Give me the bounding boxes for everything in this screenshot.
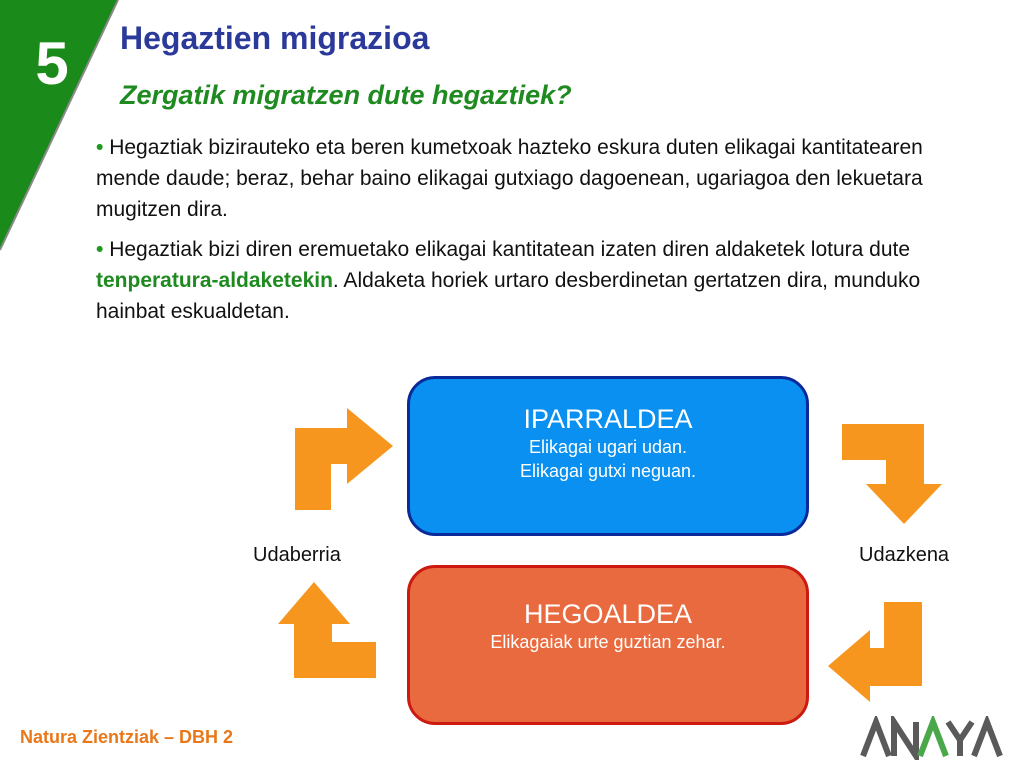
anaya-logo (860, 716, 1005, 760)
paragraph-temperature-changes (96, 234, 976, 327)
arrow-right-down-icon (838, 422, 946, 526)
season-label-spring: Udaberria (253, 544, 341, 566)
footer-course-label: Natura Zientziak – DBH 2 (20, 727, 234, 747)
north-region-line-1: Elikagai ugari udan. (528, 437, 688, 457)
north-region-title: IPARRALDEA (523, 404, 693, 434)
arrow-left-up-icon (276, 580, 378, 680)
bullet-marker: • (96, 136, 104, 159)
chapter-number: 5 (35, 30, 69, 97)
south-region-line-1: Elikagaiak urte guztian zehar. (490, 632, 726, 652)
south-region-title: HEGOALDEA (523, 599, 693, 629)
north-region-line-2: Elikagai gutxi neguan. (519, 461, 697, 481)
south-region-box (407, 565, 809, 725)
paragraph-text-before: Hegaztiak bizi diren eremuetako elikagai kantitatean izaten diren aldaketek lotura dute (103, 238, 911, 261)
paragraph-text: Hegaztiak bizirauteko eta beren kumetxoak hazteko eskura duten elikagai kantitatearen mende daude; beraz, behar baino elikagai gutxiago dagoenean, ugariagoa den lekuetara mugitzen dira. (96, 136, 923, 221)
season-label-autumn: Udazkena (859, 544, 950, 566)
page-title: Hegaztien migrazioa (120, 20, 430, 56)
bullet-marker: • (96, 238, 104, 261)
arrow-up-right-icon (290, 406, 395, 510)
highlighted-term: tenperatura-aldaketekin (96, 269, 333, 292)
arrow-down-left-icon (826, 600, 930, 704)
paragraph-text-after: . Aldaketa horiek urtaro desberdinetan gertatzen dira, munduko hainbat eskualdetan. (96, 269, 921, 323)
page-subtitle: Zergatik migratzen dute hegaztiek? (120, 80, 572, 110)
paragraph-food-dependency (96, 132, 976, 225)
north-region-box (407, 376, 809, 536)
